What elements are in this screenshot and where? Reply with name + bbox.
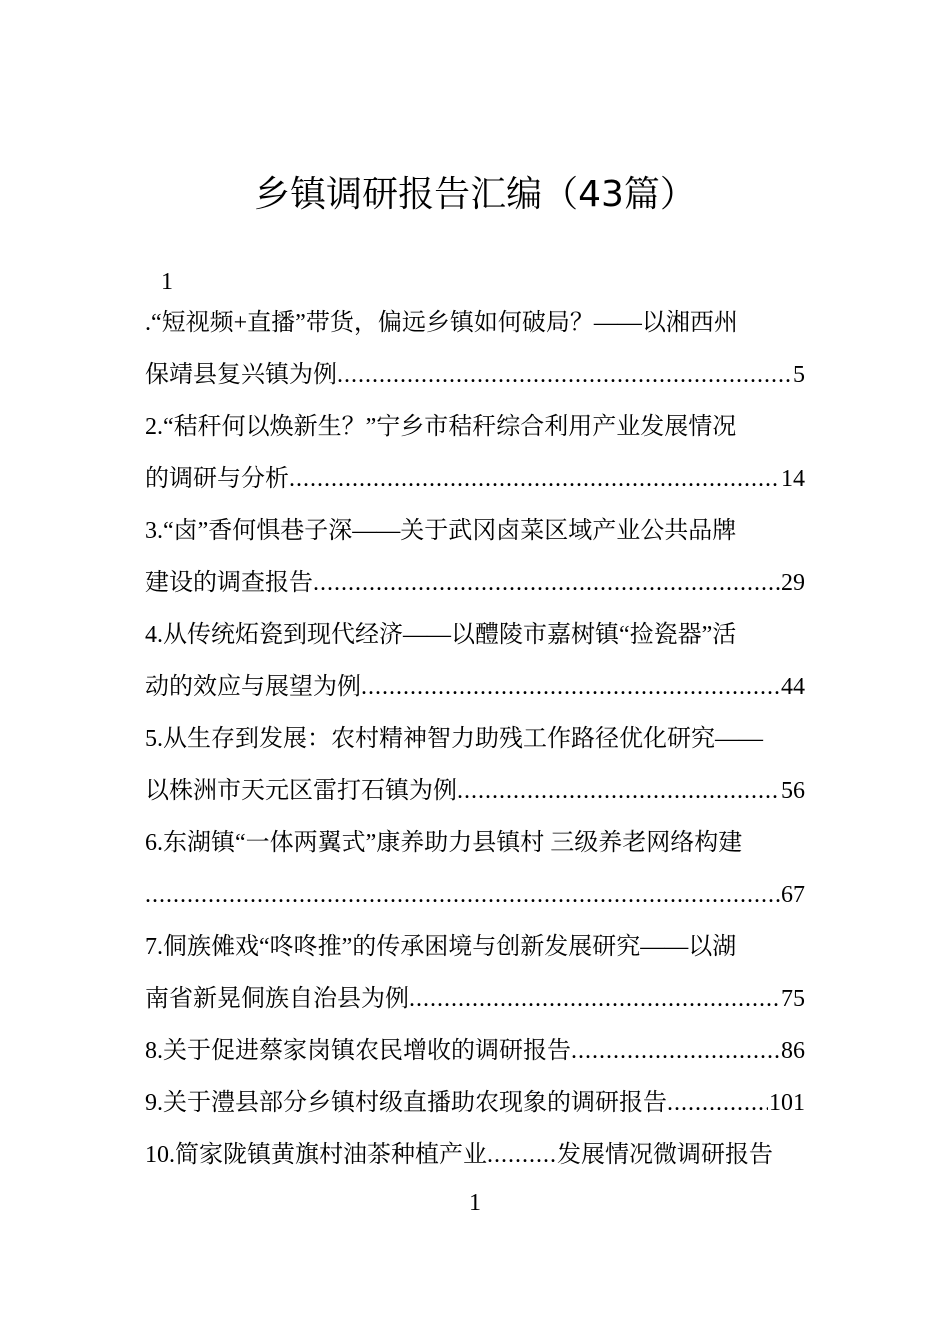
- toc-entry-8[interactable]: [145, 1025, 805, 1077]
- toc-entry-text: 7.侗族傩戏“咚咚推”的传承困境与创新发展研究——以湖: [145, 934, 737, 960]
- toc-entry-line: [145, 869, 805, 921]
- toc-entry-line: [145, 505, 805, 557]
- leader-dots: [457, 765, 780, 817]
- toc-entry-line: [145, 713, 805, 765]
- toc-entry-text: 南省新晃侗族自治县为例: [145, 986, 409, 1012]
- toc-page-number: 75: [781, 986, 805, 1012]
- toc-entry-line: [145, 921, 805, 973]
- toc-entry-line: [145, 1025, 805, 1077]
- toc-entry-10[interactable]: [145, 1129, 805, 1181]
- toc-entry-text: 3.“卤”香何惧巷子深——关于武冈卤菜区域产业公共品牌: [145, 518, 737, 544]
- toc-entry-number: 1: [161, 269, 173, 295]
- toc-entry-line: [145, 297, 805, 349]
- leader-dots: [361, 661, 780, 713]
- toc-entry-line: [145, 609, 805, 661]
- toc-page-number: 67: [781, 882, 805, 908]
- toc-page-number: 44: [781, 674, 805, 700]
- toc-entry-text: 8.关于促进蔡家岗镇农民增收的调研报告: [145, 1038, 571, 1064]
- leader-dots: ..........: [487, 1142, 557, 1168]
- toc-entry-text: 保靖县复兴镇为例: [145, 362, 337, 388]
- toc-entry-text: 5.从生存到发展：农村精神智力助残工作路径优化研究——: [145, 726, 763, 752]
- table-of-contents: [145, 267, 805, 1181]
- toc-entry-text: 建设的调查报告: [145, 570, 313, 596]
- toc-entry-7[interactable]: [145, 921, 805, 1025]
- toc-entry-text: 6.东湖镇“一体两翼式”康养助力县镇村 三级养老网络构建: [145, 830, 743, 856]
- toc-entry-line: [145, 557, 805, 609]
- toc-page-number: 5: [793, 362, 805, 388]
- toc-entry-5[interactable]: [145, 713, 805, 817]
- toc-entry-text: 2.“秸秆何以焕新生？”宁乡市秸秆综合利用产业发展情况: [145, 414, 737, 440]
- leader-dots: [289, 453, 780, 505]
- toc-page-number: 86: [781, 1038, 805, 1064]
- toc-page-number: 14: [781, 466, 805, 492]
- toc-entry-4[interactable]: [145, 609, 805, 713]
- toc-entry-text: 10.简家陇镇黄旗村油茶种植产业: [145, 1142, 487, 1168]
- toc-entry-text: 以株洲市天元区雷打石镇为例: [145, 778, 457, 804]
- toc-entry-text: 9.关于澧县部分乡镇村级直播助农现象的调研报告: [145, 1090, 667, 1116]
- toc-entry-line: [145, 453, 805, 505]
- toc-entry-9[interactable]: [145, 1077, 805, 1129]
- toc-entry-line: [145, 817, 805, 869]
- page-number: 1: [469, 1190, 481, 1216]
- toc-entry-text: 4.从传统炻瓷到现代经济——以醴陵市嘉树镇“捡瓷器”活: [145, 622, 737, 648]
- leader-dots: [571, 1025, 780, 1077]
- toc-entry-text: 发展情况微调研报告: [557, 1142, 773, 1168]
- toc-page-number: 29: [781, 570, 805, 596]
- toc-page-number: 101: [769, 1090, 805, 1116]
- toc-entry-line: [145, 973, 805, 1025]
- toc-entry-line: [145, 661, 805, 713]
- toc-entry-text: 的调研与分析: [145, 466, 289, 492]
- toc-entry-text: 动的效应与展望为例: [145, 674, 361, 700]
- leader-dots: [337, 349, 792, 401]
- toc-entry-6[interactable]: [145, 817, 805, 921]
- toc-entry-1[interactable]: [145, 297, 805, 401]
- toc-entry-text: .“短视频+直播”带货，偏远乡镇如何破局？——以湘西州: [145, 310, 738, 336]
- toc-page-number: 56: [781, 778, 805, 804]
- toc-entry-line: [145, 1077, 805, 1129]
- document-title: 乡镇调研报告汇编（43篇）: [254, 174, 696, 215]
- toc-entry-line: [145, 401, 805, 453]
- toc-entry-2[interactable]: [145, 401, 805, 505]
- leader-dots: [313, 557, 780, 609]
- toc-entry-line: [145, 765, 805, 817]
- leader-dots: [145, 869, 780, 921]
- leader-dots: [667, 1077, 768, 1129]
- toc-entry-line: [145, 349, 805, 401]
- leader-dots: [409, 973, 780, 1025]
- toc-entry-3[interactable]: [145, 505, 805, 609]
